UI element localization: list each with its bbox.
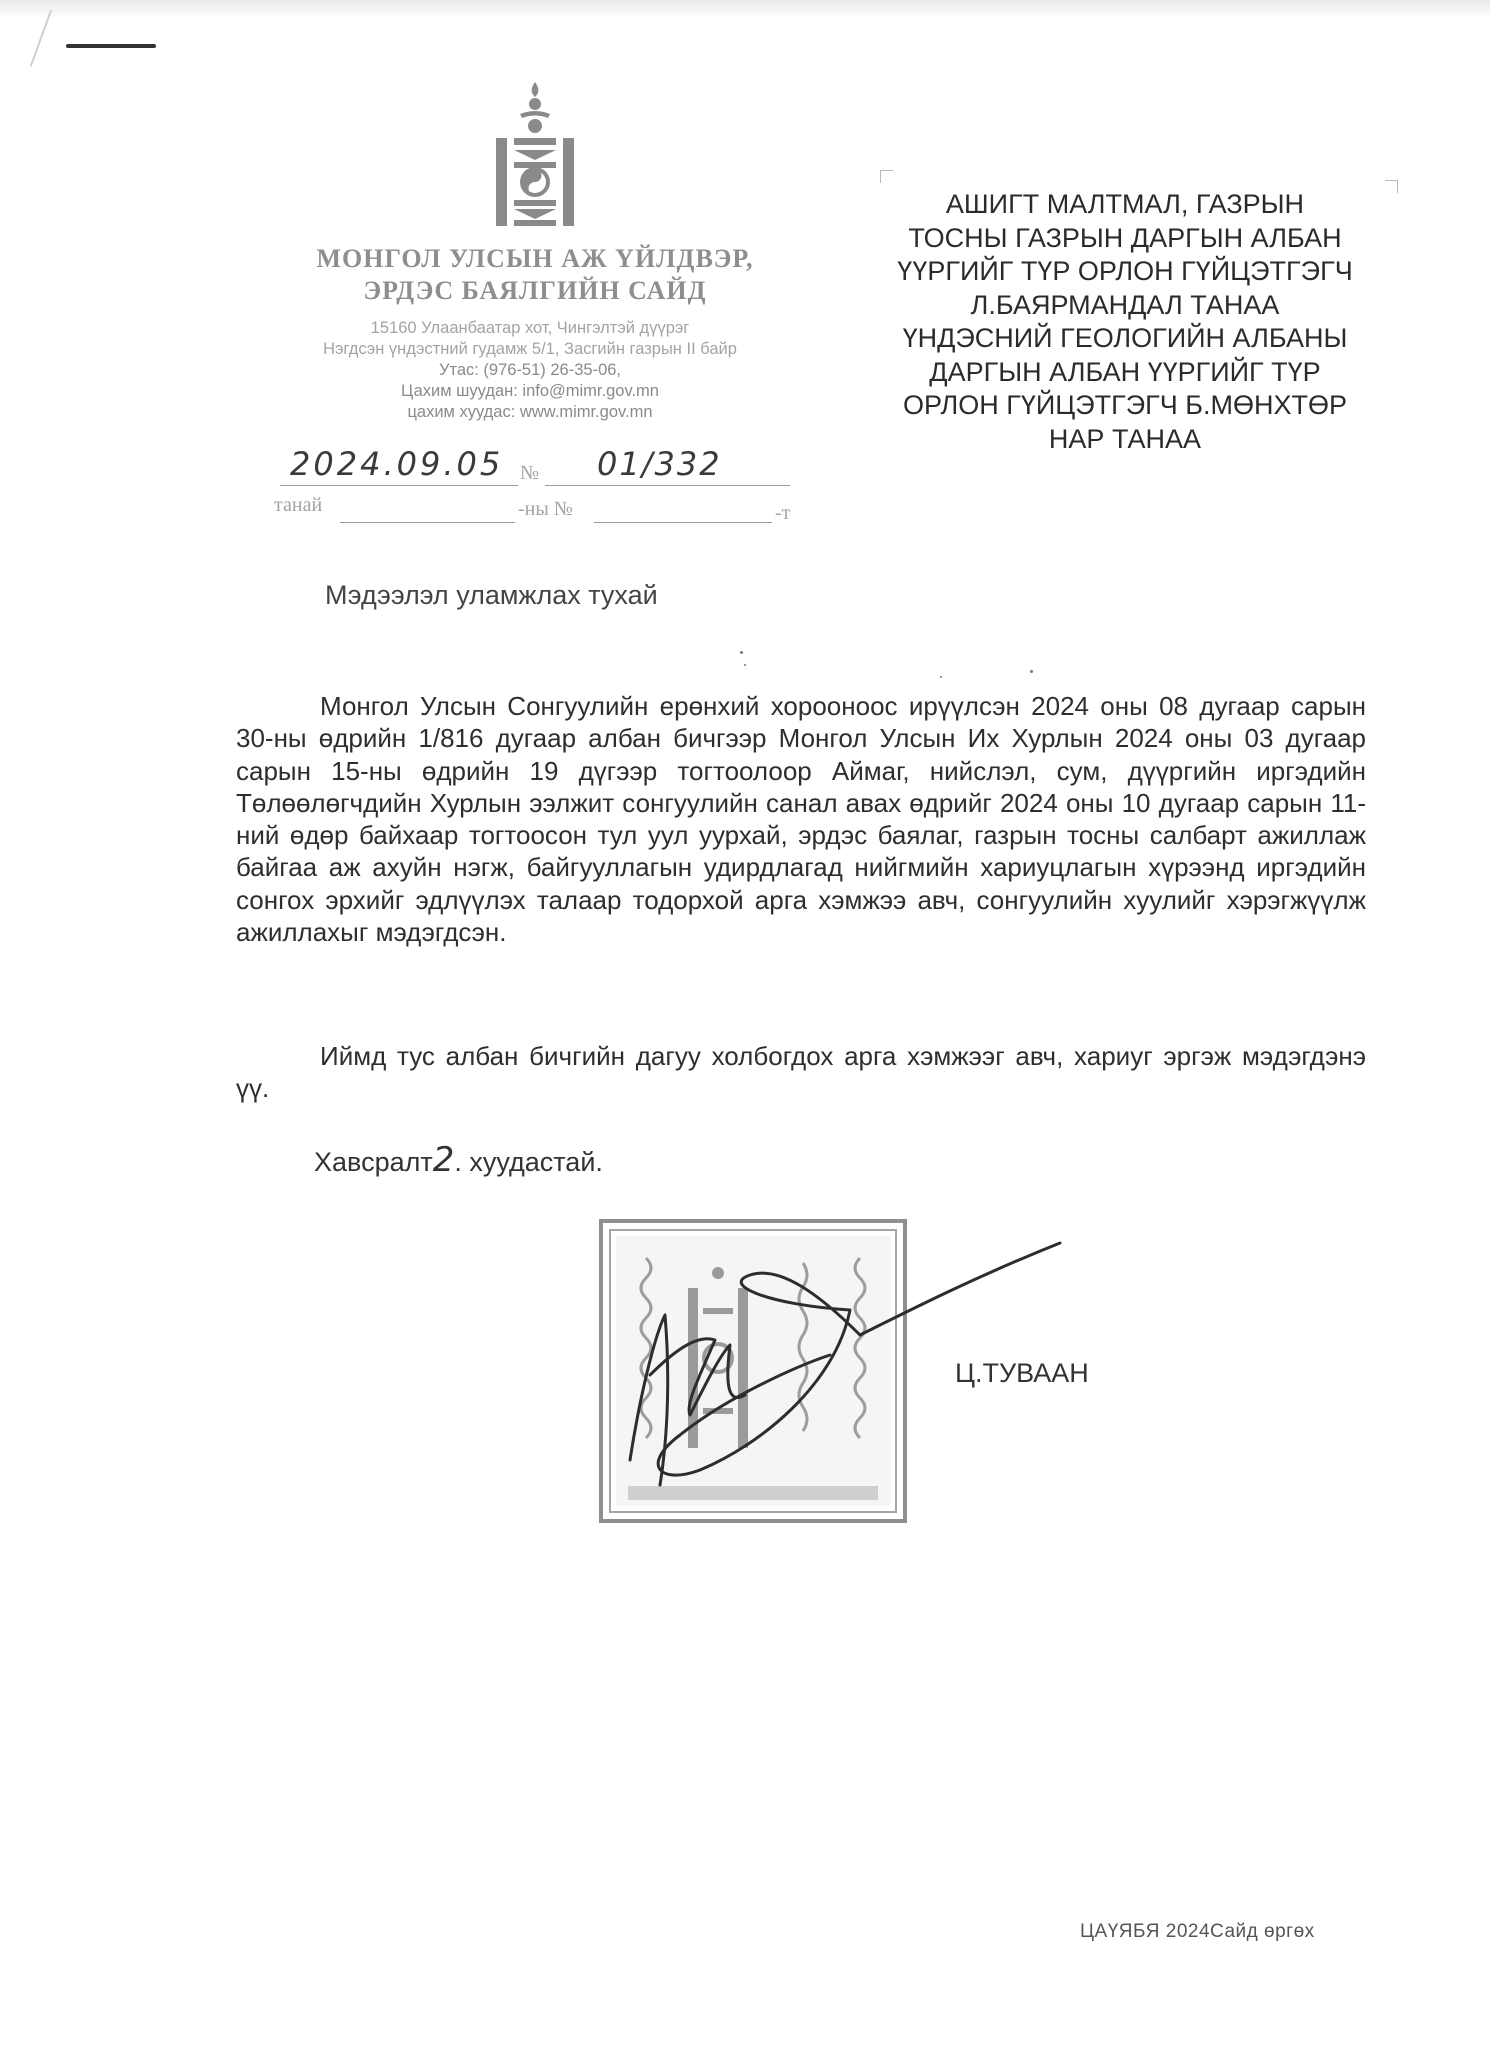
address-line1: 15160 Улаанбаатар хот, Чингэлтэй дүүрэг [370, 319, 690, 337]
reference-number-line [594, 522, 772, 523]
scan-edge [0, 0, 1490, 18]
attachment-note [314, 1140, 603, 1180]
attachment-suffix: . хуудастай. [454, 1147, 603, 1177]
addressee-line: ДАРГЫН АЛБАН ҮҮРГИЙГ ТҮР [929, 356, 1321, 387]
addressee-corner-left [880, 170, 893, 183]
ministry-name [270, 243, 800, 307]
body-paragraph-2: Иймд тус албан бичгийн дагуу холбогдох арга хэмжээг авч, хариуг эргэж мэдэгдэнэ үү. [236, 1041, 1366, 1104]
addressee-line: ҮҮРГИЙГ ТҮР ОРЛОН ГҮЙЦЭТГЭГЧ [897, 256, 1353, 286]
reference-middle: -ны № [518, 498, 573, 520]
date-line [280, 485, 518, 486]
attachment-count: 2 [432, 1140, 455, 1180]
address-line2: Нэгдсэн үндэстний гудамж 5/1, Засгийн газрын II байр [323, 340, 737, 358]
addressee-block [860, 188, 1390, 456]
scan-edge-fold [30, 9, 52, 66]
phone: Утас: (976-51) 26-35-06, [438, 361, 622, 379]
ministry-name-line2: ЭРДЭС БАЯЛГИЙН САЙД [363, 276, 707, 305]
body-paragraph-1: Монгол Улсын Сонгуулийн ерөнхий хорооноос ирүүлсэн 2024 оны 08 дугаар сарын 30-ны өдрийн 1/816 дугаар албан бичгээр Монгол Улсын Их Хурлын 2024 оны 03 дугаар сарын 15-ны өдрийн 19 дүгээр тогтоолоор Аймаг, нийслэл, сум, дүүргийн иргэдийн Төлөөлөгчдийн Хурлын ээлжит сонгуулийн санал авах өдрийг 2024 оны 10 дугаар сарын 11-ний өдөр байхаар тогтоосон тул уул уурхай, эрдэс баялаг, газрын тосны салбарт ажиллаж байгаа аж ахуйн нэгж, байгууллагын удирдлагад нийгмийн хариуцлагын хүрээнд иргэдийн сонгох эрхийг эдлүүлэх талаар тодорхой арга хэмжээ авч, сонгуулийн хуулийг хэрэгжүүлж ажиллахыг мэдэгдсэн. [236, 691, 1366, 948]
soyombo-emblem-icon [490, 80, 580, 230]
number-line [545, 485, 790, 486]
addressee-line: ҮНДЭСНИЙ ГЕОЛОГИЙН АЛБАНЫ [902, 323, 1348, 353]
scan-speck [740, 651, 743, 654]
addressee-line: ОРЛОН ГҮЙЦЭТГЭГЧ Б.МӨНХТӨР [903, 390, 1347, 420]
addressee-line: ТОСНЫ ГАЗРЫН ДАРГЫН АЛБАН [908, 222, 1342, 253]
letter-subject: Мэдээлэл уламжлах тухай [325, 580, 658, 610]
scan-speck [940, 676, 942, 678]
registration-date: 2024.09.05 [290, 445, 504, 483]
addressee-line: НАР ТАНАА [1048, 423, 1202, 454]
reference-suffix: -т [775, 502, 791, 524]
ministry-name-line1: МОНГОЛ УЛСЫН АЖ ҮЙЛДВЭР, [316, 244, 754, 273]
scan-speck [744, 664, 746, 666]
ministry-address [260, 318, 800, 423]
registration-number: 01/332 [597, 445, 722, 483]
reference-prefix: танай [274, 494, 323, 516]
registration-number-label: № [520, 462, 540, 484]
email: Цахим шуудан: info@mimr.gov.mn [401, 382, 659, 400]
signer-name: Ц.ТУВААН [955, 1358, 1089, 1388]
addressee-line: АШИГТ МАЛТМАЛ, ГАЗРЫН [945, 189, 1305, 219]
footer-reference: ЦАҮЯБЯ 2024Сайд өргөх [1080, 1921, 1315, 1942]
addressee-line: Л.БАЯРМАНДАЛ ТАНАА [970, 289, 1280, 320]
scan-mark [66, 44, 156, 48]
website: цахим хуудас: www.mimr.gov.mn [407, 403, 653, 421]
reference-date-line [340, 522, 515, 523]
attachment-prefix: Хавсралт [314, 1147, 433, 1177]
scan-speck [1030, 670, 1033, 673]
